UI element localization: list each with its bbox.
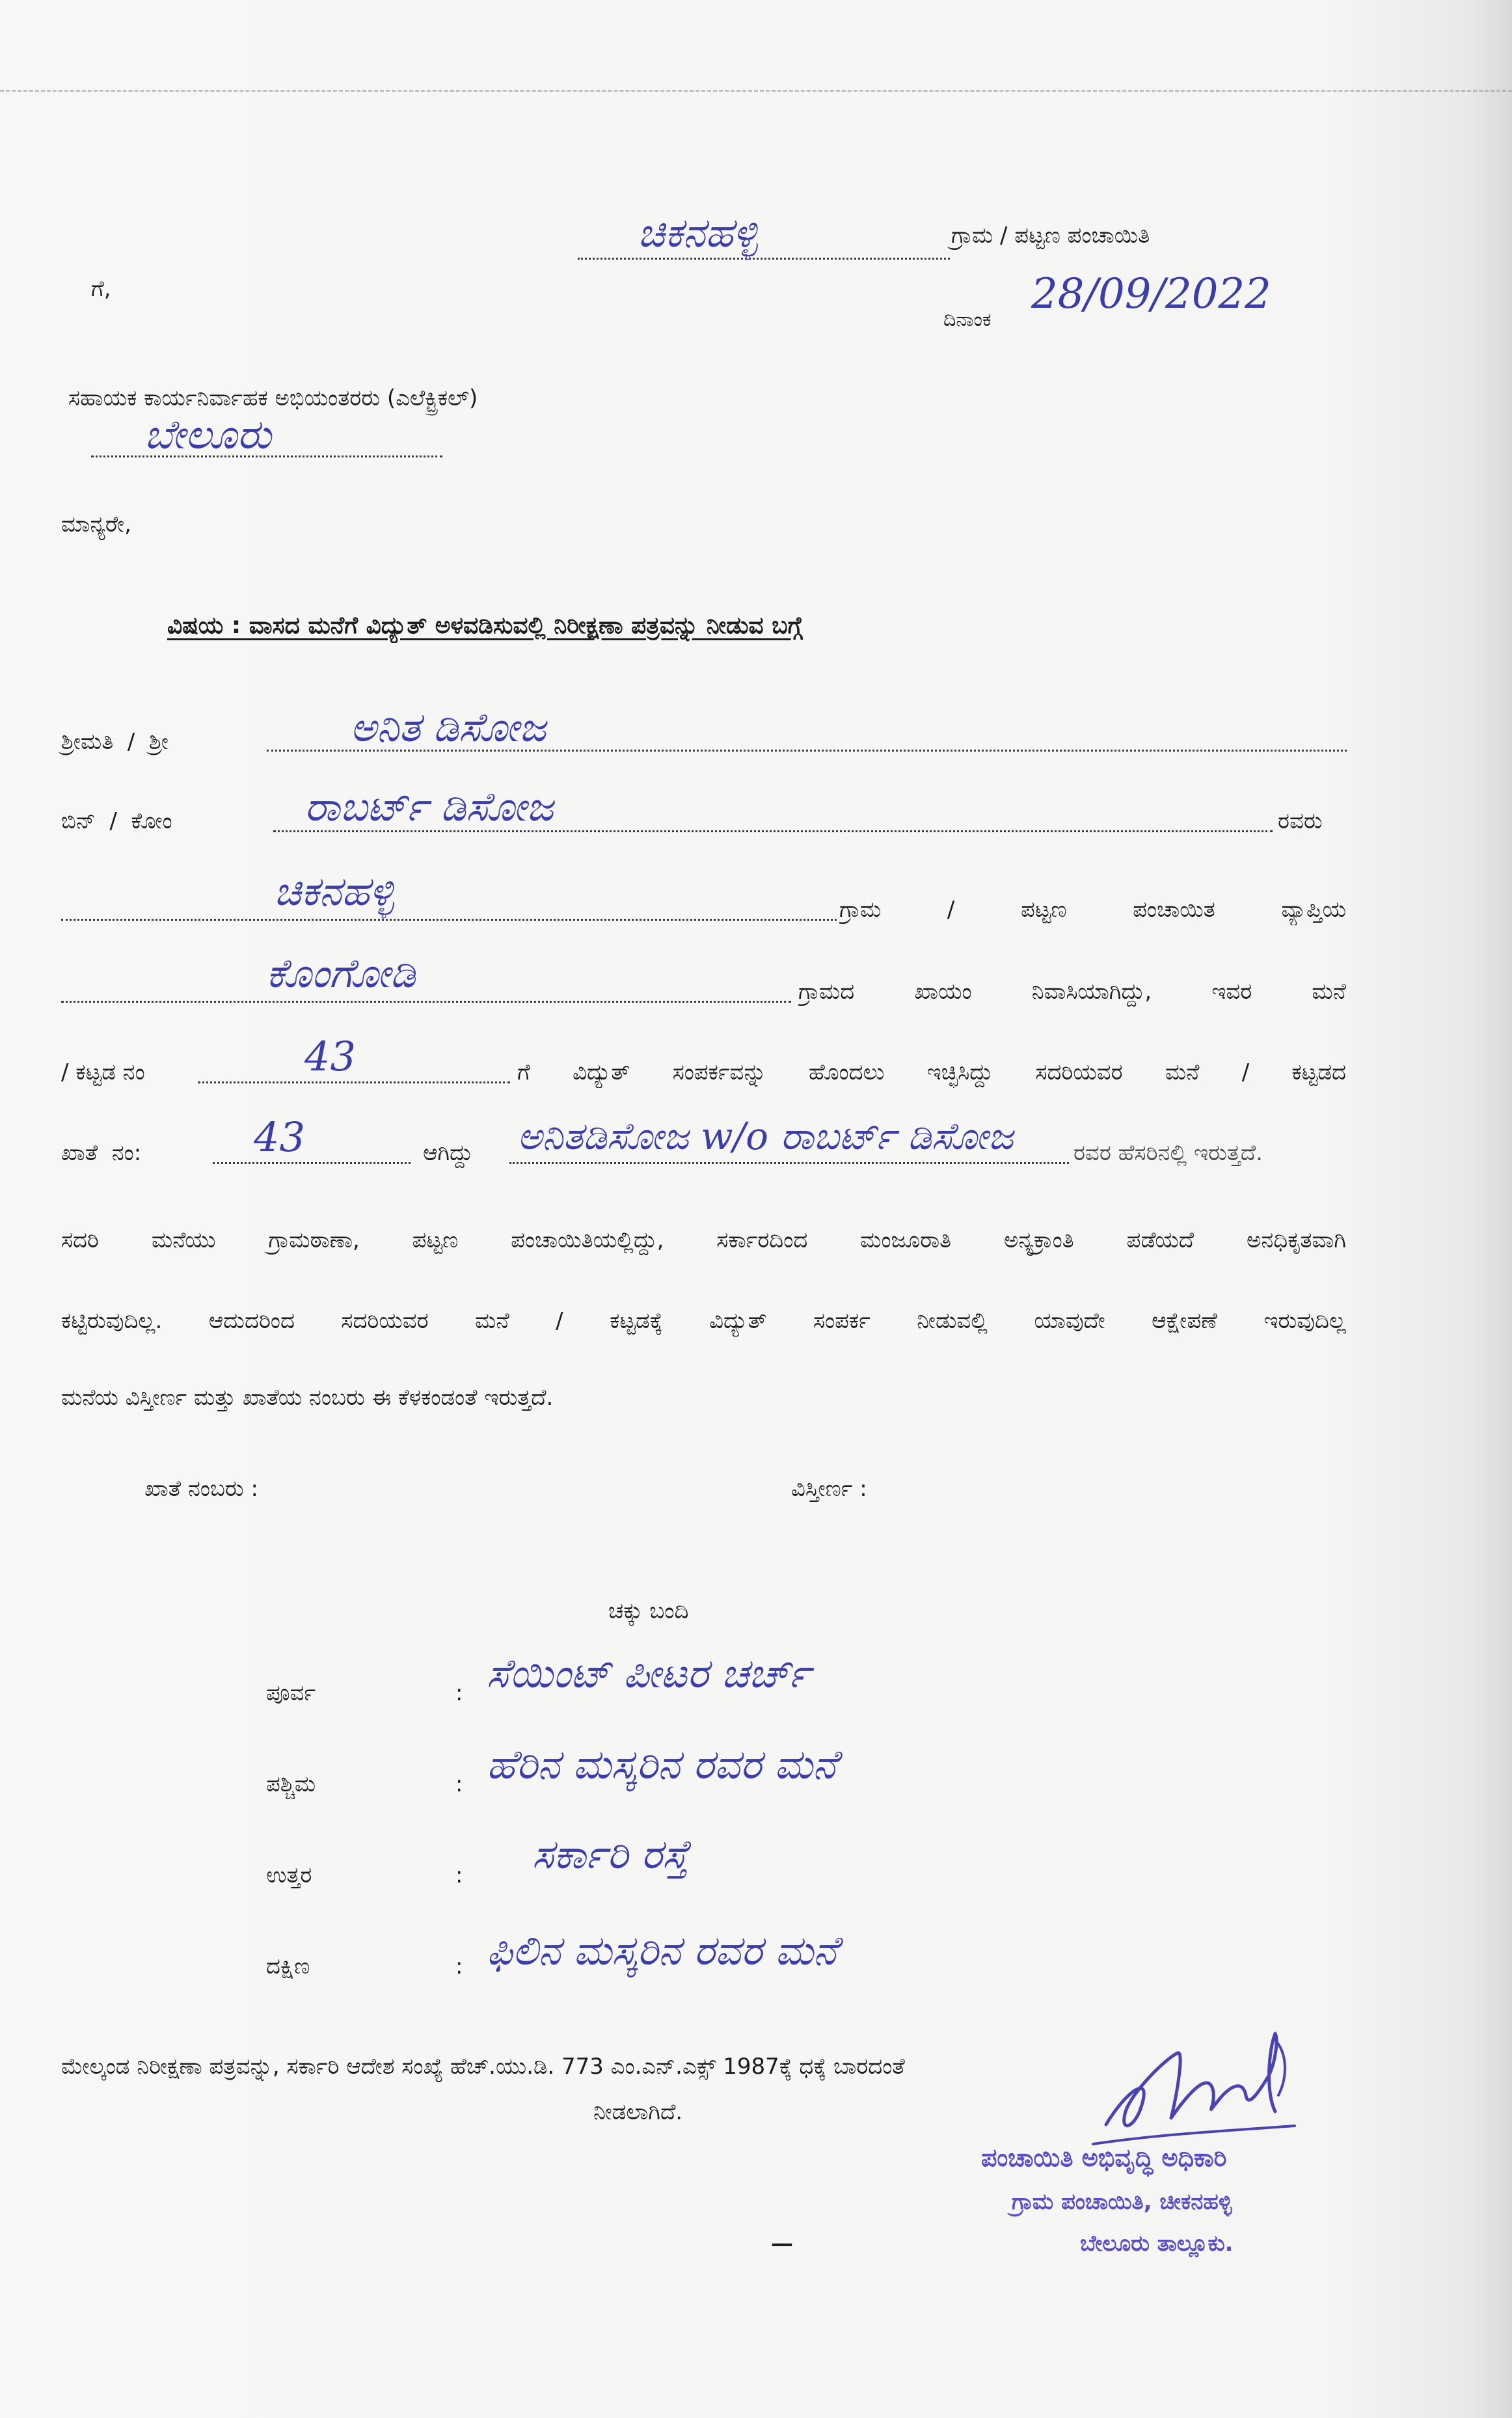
- boundary-north-label: ಉತ್ತರ: [266, 1862, 312, 1888]
- owner-handwritten: ಅನಿತಡಿಸೋಜ w/o ರಾಬರ್ಟ್ ಡಿಸೋಜ: [517, 1114, 1014, 1158]
- stamp-line-3: ಬೇಲೂರು ತಾಲ್ಲೂಕು.: [1080, 2231, 1234, 2257]
- date-label: ದಿನಾಂಕ: [943, 308, 992, 331]
- date-handwritten: 28/09/2022: [1031, 270, 1271, 318]
- name-handwritten: ಅನಿತ ಡಿಸೋಜ: [350, 703, 547, 751]
- area-label: ವಿಸ್ತೀರ್ಣ :: [791, 1476, 867, 1502]
- paragraph-line-1: ಸದರಿ ಮನೆಯು ಗ್ರಾಮಠಾಣಾ, ಪಟ್ಟಣ ಪಂಚಾಯಿತಿಯಲ್ಲಿದ್ದು, ಸರ್ಕಾರದಿಂದ ಮಂಜೂರಾತಿ ಅನ್ಯಕ್ರಾಂತಿ ಪಡೆಯದೆ ಅನಧಿಕೃತವಾಗಿ: [61, 1227, 1346, 1253]
- building-label: / ಕಟ್ಟಡ ನಂ: [61, 1059, 145, 1085]
- village-handwritten: ಚಿಕನಹಳ್ಳಿ: [274, 867, 394, 915]
- boundary-west-colon: :: [455, 1771, 463, 1797]
- jurisdiction-text: ಗ್ರಾಮ / ಪಟ್ಟಣ ಪಂಚಾಯಿತ ವ್ಯಾಪ್ತಿಯ: [839, 897, 1346, 923]
- boundary-north-value: ಸರ್ಕಾರಿ ರಸ್ತೆ: [532, 1830, 689, 1878]
- owner-dotted-line: [509, 1162, 1069, 1164]
- closing-line-2: ನೀಡಲಾಗಿದೆ.: [593, 2099, 683, 2125]
- name-label: ಶ್ರೀಮತಿ / ಶ್ರೀ: [61, 729, 169, 755]
- village-line-dotted: [61, 919, 837, 921]
- relation-handwritten: ರಾಬರ್ಟ್ ಡಿಸೋಜ: [304, 783, 554, 830]
- paragraph-line-2: ಕಟ್ಟಿರುವುದಿಲ್ಲ. ಆದುದರಿಂದ ಸದರಿಯವರ ಮನೆ / ಕಟ್ಟಡಕ್ಕೆ ವಿದ್ಯುತ್ ಸಂಪರ್ಕ ನೀಡುವಲ್ಲಿ ಯಾವುದೇ ಆಕ್ಷೇಪಣೆ ಇರುವುದಿಲ್ಲ: [61, 1308, 1346, 1334]
- owner-suffix: ರವರ ಹೆಸರಿನಲ್ಲಿ ಇರುತ್ತದೆ.: [1073, 1140, 1263, 1166]
- hamlet-dotted-line: [61, 1001, 791, 1003]
- boundary-south-colon: :: [455, 1953, 463, 1979]
- khata-number-label: ಖಾತೆ ನಂಬರು :: [144, 1476, 258, 1502]
- header-village-handwritten: ಚಿಕನಹಳ್ಳಿ: [638, 209, 758, 256]
- subject-line: ವಿಷಯ : ವಾಸದ ಮನೆಗೆ ವಿದ್ಯುತ್ ಅಳವಡಿಸುವಲ್ಲಿ ನಿರೀಕ್ಷಣಾ ಪತ್ರವನ್ನು ನೀಡುವ ಬಗ್ಗೆ: [167, 612, 803, 639]
- relation-suffix: ರವರು: [1278, 808, 1323, 834]
- boundary-south-label: ದಕ್ಷಿಣ: [266, 1953, 310, 1979]
- building-no-handwritten: 43: [304, 1033, 356, 1080]
- boundary-east-colon: :: [455, 1680, 463, 1706]
- salutation: ಮಾನ್ಯರೇ,: [61, 511, 131, 537]
- boundary-north-colon: :: [455, 1862, 463, 1888]
- boundary-west-label: ಪಶ್ಚಿಮ: [266, 1771, 316, 1797]
- connection-text: ಗೆ ವಿದ್ಯುತ್ ಸಂಪರ್ಕವನ್ನು ಹೊಂದಲು ಇಚ್ಛಿಸಿದ್ದು ಸದರಿಯವರ ಮನೆ / ಕಟ್ಟಡದ: [517, 1059, 1346, 1085]
- boundary-south-value: ಫಿಲಿನ ಮಸ್ಕರಿನ ರವರ ಮನೆ: [487, 1927, 838, 1974]
- boundary-east-value: ಸೆಯಿಂಟ್ ಪೀಟರ ಚರ್ಚ್: [487, 1650, 811, 1697]
- scan-edge-line: [0, 90, 1512, 92]
- closing-line-1: ಮೇಲ್ಕಂಡ ನಿರೀಕ್ಷಣಾ ಪತ್ರವನ್ನು, ಸರ್ಕಾರಿ ಆದೇಶ ಸಂಖ್ಯೆ ಹೆಚ್.ಯು.ಡಿ. 773 ಎಂ.ಎನ್.ಎಕ್ಸ್ 1987ಕ್ಕೆ ಧಕ್ಕೆ ಬಾರದಂತೆ: [61, 2054, 905, 2080]
- boundary-east-label: ಪೂರ್ವ: [266, 1680, 316, 1706]
- resident-text: ಗ್ರಾಮದ ಖಾಯಂ ನಿವಾಸಿಯಾಗಿದ್ದು, ಇವರ ಮನೆ: [798, 979, 1346, 1005]
- closing-dash: —: [771, 2231, 793, 2257]
- village-dotted-line: [578, 258, 950, 260]
- khata-suffix: ಆಗಿದ್ದು: [423, 1140, 473, 1166]
- stamp-line-2: ಗ್ರಾಮ ಪಂಚಾಯಿತಿ, ಚೀಕನಹಳ್ಳಿ: [1012, 2189, 1232, 2215]
- header-panchayat-label: ಗ್ರಾಮ / ಪಟ್ಟಣ ಪಂಚಾಯಿತಿ: [951, 223, 1150, 249]
- to-label: ಗೆ,: [91, 276, 111, 302]
- hamlet-handwritten: ಕೊಂಗೋಡಿ: [266, 949, 416, 997]
- khata-label: ಖಾತೆ ನಂ:: [61, 1140, 142, 1166]
- paragraph-line-3: ಮನೆಯ ವಿಸ್ತೀರ್ಣ ಮತ್ತು ಖಾತೆಯ ನಂಬರು ಈ ಕೆಳಕಂಡಂತೆ ಇರುತ್ತದೆ.: [61, 1385, 554, 1411]
- khata-no-handwritten: 43: [254, 1113, 305, 1161]
- relation-label: ಬಿನ್ / ಕೋಂ: [61, 808, 172, 834]
- stamp-line-1: ಪಂಚಾಯಿತಿ ಅಭಿವೃದ್ಧಿ ಅಧಿಕಾರಿ: [981, 2143, 1227, 2172]
- addressee-place-handwritten: ಬೇಲೂರು: [144, 411, 271, 458]
- boundary-west-value: ಹೆರಿನ ಮಸ್ಕರಿನ ರವರ ಮನೆ: [487, 1741, 837, 1788]
- boundaries-heading: ಚಕ್ಕು ಬಂದಿ: [608, 1598, 689, 1624]
- khata-dotted-line: [213, 1162, 411, 1164]
- addressee-designation: ಸಹಾಯಕ ಕಾರ್ಯನಿರ್ವಾಹಕ ಅಭಿಯಂತರರು (ಎಲೆಕ್ಟ್ರಿಕಲ್): [68, 385, 478, 411]
